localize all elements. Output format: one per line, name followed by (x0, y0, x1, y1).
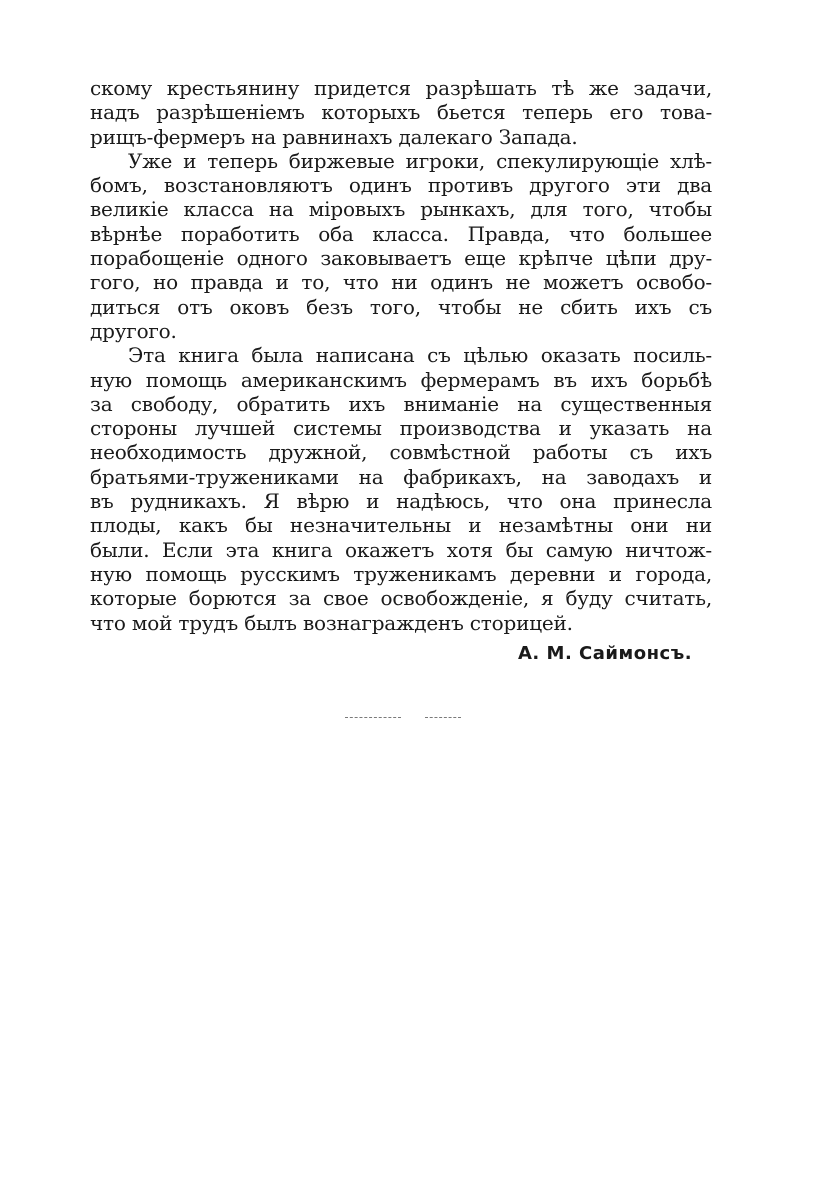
body-text (90, 76, 712, 635)
text-line: ную помощь русскимъ труженикамъ деревни и города, (90, 561, 712, 586)
text-line: Эта книга была написана съ цѣлью оказать посиль- (128, 343, 712, 368)
text-line: что мой трудъ былъ вознагражденъ сторицей. (90, 610, 573, 635)
text-line: были. Если эта книга окажетъ хотя бы самую ничтож- (90, 537, 712, 562)
closing-rule-left (345, 717, 401, 718)
text-line: порабощеніе одного заковываетъ еще крѣпче цѣпи дру- (90, 246, 712, 271)
text-line: вѣрнѣе поработить оба класса. Правда, что большее (90, 221, 712, 246)
text-line: рищъ-фермеръ на равнинахъ далекаго Запада. (90, 124, 578, 149)
text-line: братьями-тружениками на фабрикахъ, на заводахъ и (90, 464, 712, 489)
text-line: скому крестьянину придется разрѣшать тѣ же задачи, (90, 76, 712, 100)
author-signature: А. М. Саймонсъ. (518, 643, 693, 664)
text-line: Уже и теперь биржевые игроки, спекулирующіе хлѣ- (128, 148, 712, 173)
paragraph (90, 149, 712, 343)
text-line: за свободу, обратить ихъ вниманіе на существенныя (90, 391, 712, 416)
text-line: необходимость дружной, совмѣстной работы съ ихъ (90, 440, 712, 465)
text-line: плоды, какъ бы незначительны и незамѣтны они ни (90, 513, 712, 538)
text-line: диться отъ оковъ безъ того, чтобы не сбить ихъ съ (90, 294, 712, 319)
text-line: въ рудникахъ. Я вѣрю и надѣюсь, что она принесла (90, 489, 712, 514)
text-line: гого, но правда и то, что ни одинъ не можетъ освобо- (90, 270, 712, 295)
text-line: надъ разрѣшеніемъ которыхъ бьется теперь его това- (90, 100, 712, 125)
text-line: великіе класса на міровыхъ рынкахъ, для того, чтобы (90, 197, 712, 222)
paragraph (90, 76, 712, 149)
text-line: ную помощь американскимъ фермерамъ въ ихъ борьбѣ (90, 367, 712, 392)
text-line: бомъ, возстановляютъ одинъ противъ другого эти два (90, 173, 712, 198)
paragraph (90, 343, 712, 635)
text-line: стороны лучшей системы производства и указать на (90, 416, 712, 441)
text-line: другого. (90, 318, 177, 343)
closing-rule-right (425, 717, 461, 718)
text-line: которые борются за свое освобожденіе, я буду считать, (90, 586, 712, 611)
